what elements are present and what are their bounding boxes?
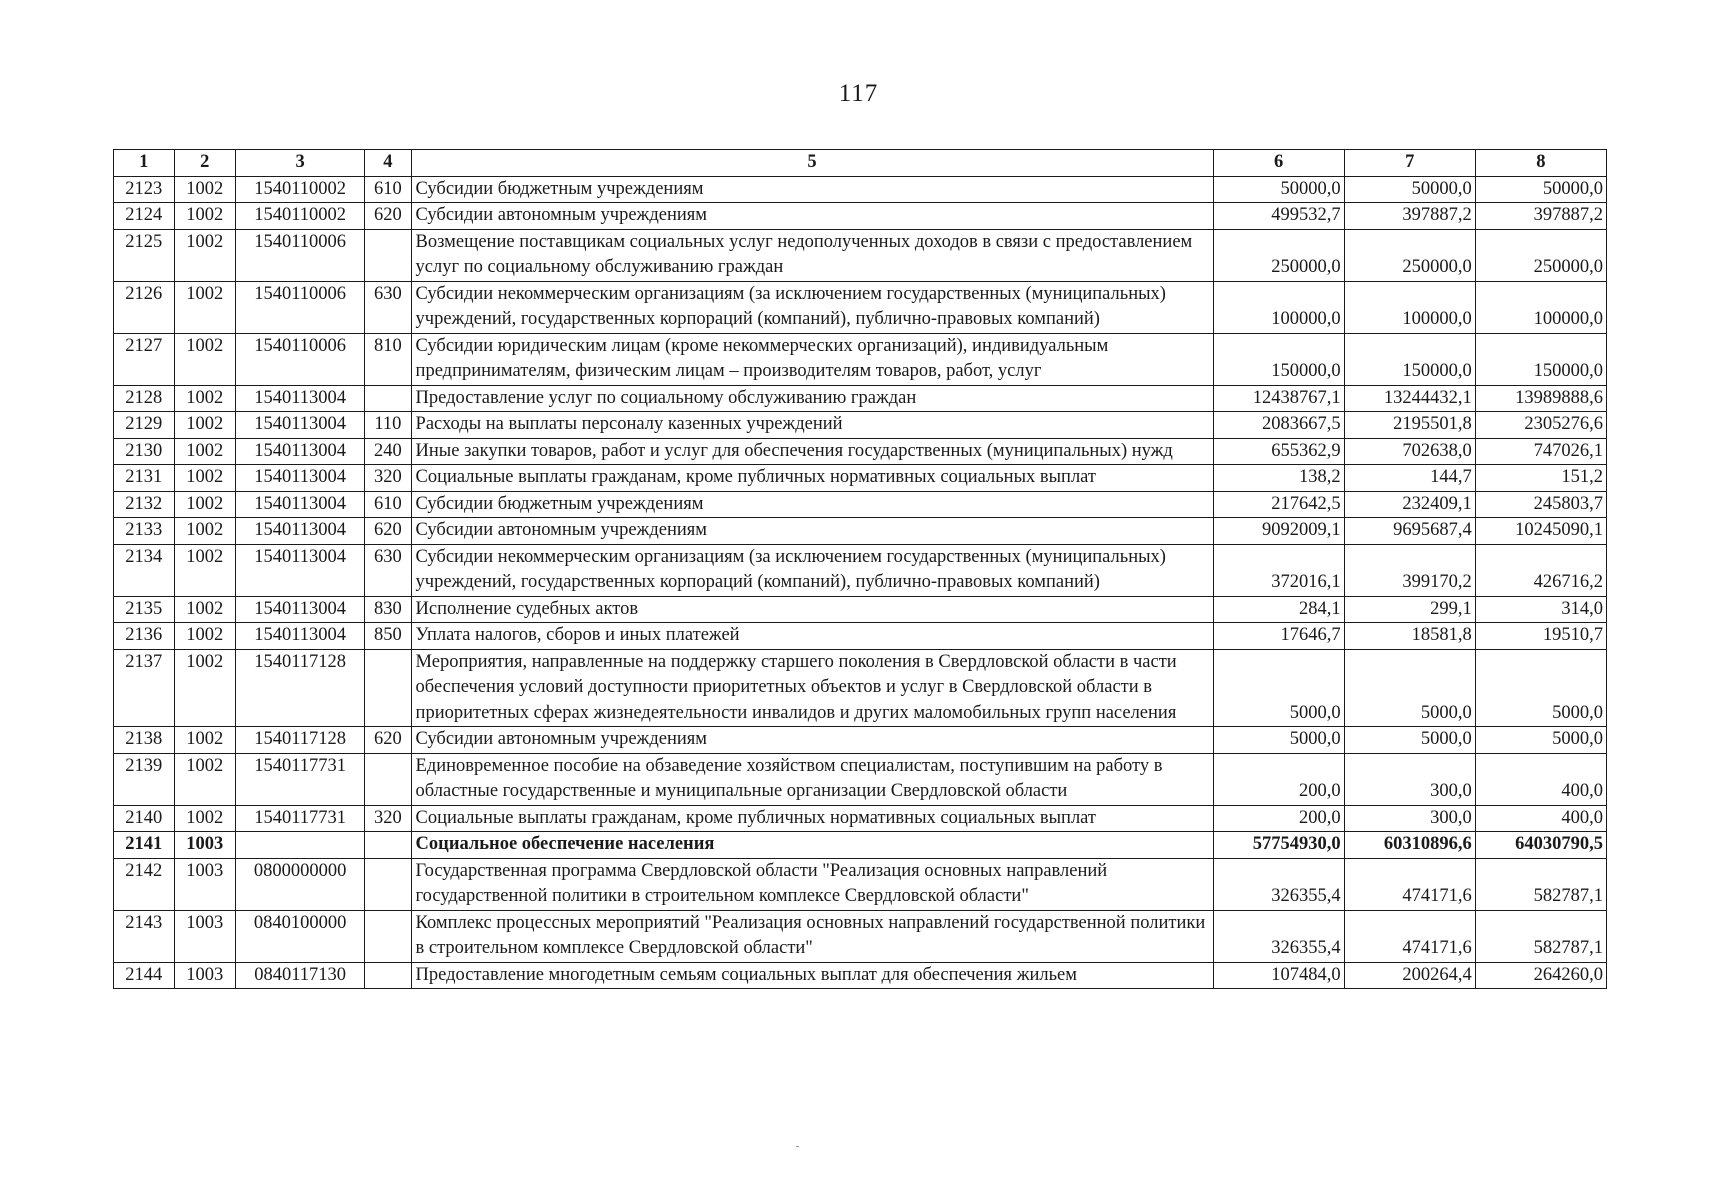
amount-year-3-cell: 426716,2	[1475, 544, 1606, 596]
amount-year-3-cell: 50000,0	[1475, 176, 1606, 203]
item-name-cell: Социальные выплаты гражданам, кроме публичных нормативных социальных выплат	[411, 465, 1213, 492]
table-row	[114, 832, 1607, 859]
target-article-cell: 1540117128	[236, 649, 365, 727]
section-code-cell: 1002	[174, 805, 236, 832]
amount-year-3-cell: 264260,0	[1475, 962, 1606, 989]
amount-year-1-cell: 57754930,0	[1213, 832, 1344, 859]
amount-year-2-cell: 13244432,1	[1344, 385, 1475, 412]
amount-year-1-cell: 12438767,1	[1213, 385, 1344, 412]
amount-year-1-cell: 100000,0	[1213, 281, 1344, 333]
amount-year-1-cell: 5000,0	[1213, 727, 1344, 754]
amount-year-1-cell: 326355,4	[1213, 910, 1344, 962]
page-number: 117	[838, 80, 879, 107]
section-code-cell: 1002	[174, 649, 236, 727]
amount-year-2-cell: 399170,2	[1344, 544, 1475, 596]
target-article-cell: 1540113004	[236, 596, 365, 623]
amount-year-2-cell: 474171,6	[1344, 858, 1475, 910]
target-article-cell: 1540110002	[236, 203, 365, 230]
section-code-cell: 1003	[174, 858, 236, 910]
row-number-cell: 2140	[114, 805, 175, 832]
amount-year-3-cell: 397887,2	[1475, 203, 1606, 230]
header-col-2: 2	[174, 150, 236, 177]
table-row	[114, 281, 1607, 333]
table-header-row	[114, 150, 1607, 177]
amount-year-3-cell: 582787,1	[1475, 858, 1606, 910]
header-col-6: 6	[1213, 150, 1344, 177]
header-col-8: 8	[1475, 150, 1606, 177]
section-code-cell: 1002	[174, 518, 236, 545]
target-article-cell: 1540113004	[236, 518, 365, 545]
row-number-cell: 2142	[114, 858, 175, 910]
amount-year-2-cell: 18581,8	[1344, 623, 1475, 650]
target-article-cell: 1540113004	[236, 623, 365, 650]
amount-year-1-cell: 17646,7	[1213, 623, 1344, 650]
amount-year-1-cell: 5000,0	[1213, 649, 1344, 727]
amount-year-2-cell: 300,0	[1344, 805, 1475, 832]
amount-year-1-cell: 250000,0	[1213, 229, 1344, 281]
table-row	[114, 385, 1607, 412]
table-row	[114, 491, 1607, 518]
amount-year-2-cell: 232409,1	[1344, 491, 1475, 518]
section-code-cell: 1002	[174, 753, 236, 805]
expense-type-cell: 610	[365, 491, 411, 518]
amount-year-3-cell: 250000,0	[1475, 229, 1606, 281]
row-number-cell: 2127	[114, 333, 175, 385]
section-code-cell: 1003	[174, 910, 236, 962]
table-row	[114, 412, 1607, 439]
expense-type-cell	[365, 229, 411, 281]
amount-year-3-cell: 2305276,6	[1475, 412, 1606, 439]
amount-year-1-cell: 217642,5	[1213, 491, 1344, 518]
header-col-7: 7	[1344, 150, 1475, 177]
row-number-cell: 2141	[114, 832, 175, 859]
item-name-cell: Субсидии бюджетным учреждениям	[411, 491, 1213, 518]
item-name-cell: Мероприятия, направленные на поддержку старшего поколения в Свердловской области в части обеспечения условий доступности приоритетных объектов и услуг в Свердловской области в приоритетных сферах жизнедеятельности инвалидов и других маломобильных групп населения	[411, 649, 1213, 727]
section-code-cell: 1002	[174, 438, 236, 465]
amount-year-3-cell: 150000,0	[1475, 333, 1606, 385]
row-number-cell: 2126	[114, 281, 175, 333]
row-number-cell: 2128	[114, 385, 175, 412]
amount-year-1-cell: 655362,9	[1213, 438, 1344, 465]
expense-type-cell: 320	[365, 805, 411, 832]
scan-mark	[796, 1146, 799, 1147]
amount-year-1-cell: 372016,1	[1213, 544, 1344, 596]
amount-year-2-cell: 150000,0	[1344, 333, 1475, 385]
item-name-cell: Комплекс процессных мероприятий "Реализация основных направлений государственной политики в строительном комплексе Свердловской области"	[411, 910, 1213, 962]
expense-type-cell	[365, 832, 411, 859]
amount-year-3-cell: 10245090,1	[1475, 518, 1606, 545]
row-number-cell: 2144	[114, 962, 175, 989]
amount-year-2-cell: 144,7	[1344, 465, 1475, 492]
expense-type-cell	[365, 649, 411, 727]
section-code-cell: 1002	[174, 412, 236, 439]
amount-year-1-cell: 200,0	[1213, 805, 1344, 832]
expense-type-cell: 620	[365, 518, 411, 545]
expense-type-cell	[365, 962, 411, 989]
row-number-cell: 2143	[114, 910, 175, 962]
expense-type-cell: 320	[365, 465, 411, 492]
amount-year-1-cell: 9092009,1	[1213, 518, 1344, 545]
target-article-cell: 1540110006	[236, 333, 365, 385]
expense-type-cell: 850	[365, 623, 411, 650]
amount-year-3-cell: 747026,1	[1475, 438, 1606, 465]
amount-year-3-cell: 100000,0	[1475, 281, 1606, 333]
amount-year-1-cell: 50000,0	[1213, 176, 1344, 203]
amount-year-2-cell: 702638,0	[1344, 438, 1475, 465]
item-name-cell: Субсидии бюджетным учреждениям	[411, 176, 1213, 203]
table-row	[114, 203, 1607, 230]
table-row	[114, 623, 1607, 650]
target-article-cell: 1540110002	[236, 176, 365, 203]
amount-year-1-cell: 2083667,5	[1213, 412, 1344, 439]
expense-type-cell: 620	[365, 203, 411, 230]
item-name-cell: Социальные выплаты гражданам, кроме публичных нормативных социальных выплат	[411, 805, 1213, 832]
item-name-cell: Уплата налогов, сборов и иных платежей	[411, 623, 1213, 650]
amount-year-3-cell: 5000,0	[1475, 649, 1606, 727]
expense-type-cell: 610	[365, 176, 411, 203]
item-name-cell: Иные закупки товаров, работ и услуг для обеспечения государственных (муниципальных) нужд	[411, 438, 1213, 465]
item-name-cell: Субсидии некоммерческим организациям (за исключением государственных (муниципальных) учреждений, государственных корпораций (компаний), публично-правовых компаний)	[411, 281, 1213, 333]
expense-type-cell: 620	[365, 727, 411, 754]
target-article-cell: 0840100000	[236, 910, 365, 962]
item-name-cell: Субсидии автономным учреждениям	[411, 203, 1213, 230]
amount-year-2-cell: 200264,4	[1344, 962, 1475, 989]
header-col-1: 1	[114, 150, 175, 177]
section-code-cell: 1002	[174, 491, 236, 518]
section-code-cell: 1002	[174, 385, 236, 412]
section-code-cell: 1002	[174, 281, 236, 333]
target-article-cell: 1540110006	[236, 281, 365, 333]
section-code-cell: 1002	[174, 465, 236, 492]
row-number-cell: 2124	[114, 203, 175, 230]
row-number-cell: 2134	[114, 544, 175, 596]
expense-type-cell: 630	[365, 544, 411, 596]
section-code-cell: 1002	[174, 203, 236, 230]
header-col-4: 4	[365, 150, 411, 177]
row-number-cell: 2133	[114, 518, 175, 545]
table-row	[114, 596, 1607, 623]
item-name-cell: Единовременное пособие на обзаведение хозяйством специалистам, поступившим на работу в областные государственные и муниципальные организации Свердловской области	[411, 753, 1213, 805]
section-code-cell: 1002	[174, 544, 236, 596]
item-name-cell: Предоставление многодетным семьям социальных выплат для обеспечения жильем	[411, 962, 1213, 989]
amount-year-3-cell: 314,0	[1475, 596, 1606, 623]
amount-year-1-cell: 150000,0	[1213, 333, 1344, 385]
amount-year-1-cell: 138,2	[1213, 465, 1344, 492]
section-code-cell: 1002	[174, 623, 236, 650]
target-article-cell: 1540113004	[236, 544, 365, 596]
amount-year-3-cell: 151,2	[1475, 465, 1606, 492]
amount-year-1-cell: 326355,4	[1213, 858, 1344, 910]
item-name-cell: Расходы на выплаты персоналу казенных учреждений	[411, 412, 1213, 439]
row-number-cell: 2125	[114, 229, 175, 281]
budget-table	[113, 149, 1607, 989]
table-body	[114, 176, 1607, 989]
amount-year-2-cell: 2195501,8	[1344, 412, 1475, 439]
section-code-cell: 1002	[174, 333, 236, 385]
item-name-cell: Субсидии некоммерческим организациям (за исключением государственных (муниципальных) учреждений, государственных корпораций (компаний), публично-правовых компаний)	[411, 544, 1213, 596]
item-name-cell: Субсидии автономным учреждениям	[411, 727, 1213, 754]
amount-year-2-cell: 474171,6	[1344, 910, 1475, 962]
table-row	[114, 962, 1607, 989]
row-number-cell: 2123	[114, 176, 175, 203]
amount-year-1-cell: 107484,0	[1213, 962, 1344, 989]
amount-year-2-cell: 100000,0	[1344, 281, 1475, 333]
target-article-cell: 1540117731	[236, 753, 365, 805]
amount-year-1-cell: 200,0	[1213, 753, 1344, 805]
item-name-cell: Исполнение судебных актов	[411, 596, 1213, 623]
target-article-cell: 1540117128	[236, 727, 365, 754]
target-article-cell: 1540113004	[236, 491, 365, 518]
row-number-cell: 2137	[114, 649, 175, 727]
amount-year-3-cell: 19510,7	[1475, 623, 1606, 650]
header-col-3: 3	[236, 150, 365, 177]
table-row	[114, 438, 1607, 465]
amount-year-3-cell: 5000,0	[1475, 727, 1606, 754]
amount-year-3-cell: 64030790,5	[1475, 832, 1606, 859]
table-row	[114, 544, 1607, 596]
amount-year-2-cell: 50000,0	[1344, 176, 1475, 203]
section-code-cell: 1002	[174, 727, 236, 754]
table-row	[114, 649, 1607, 727]
table-row	[114, 805, 1607, 832]
table-row	[114, 333, 1607, 385]
row-number-cell: 2130	[114, 438, 175, 465]
section-code-cell: 1003	[174, 832, 236, 859]
amount-year-2-cell: 60310896,6	[1344, 832, 1475, 859]
amount-year-1-cell: 284,1	[1213, 596, 1344, 623]
item-name-cell: Возмещение поставщикам социальных услуг недополученных доходов в связи с предоставлением услуг по социальному обслуживанию граждан	[411, 229, 1213, 281]
table-row	[114, 727, 1607, 754]
expense-type-cell: 240	[365, 438, 411, 465]
amount-year-3-cell: 400,0	[1475, 753, 1606, 805]
target-article-cell: 1540110006	[236, 229, 365, 281]
expense-type-cell	[365, 753, 411, 805]
item-name-cell: Субсидии юридическим лицам (кроме некоммерческих организаций), индивидуальным предпринимателям, физическим лицам – производителям товаров, работ, услуг	[411, 333, 1213, 385]
table-row	[114, 753, 1607, 805]
header-col-5: 5	[411, 150, 1213, 177]
row-number-cell: 2132	[114, 491, 175, 518]
amount-year-3-cell: 245803,7	[1475, 491, 1606, 518]
amount-year-2-cell: 9695687,4	[1344, 518, 1475, 545]
section-code-cell: 1003	[174, 962, 236, 989]
target-article-cell	[236, 832, 365, 859]
amount-year-2-cell: 5000,0	[1344, 727, 1475, 754]
row-number-cell: 2139	[114, 753, 175, 805]
item-name-cell: Субсидии автономным учреждениям	[411, 518, 1213, 545]
amount-year-2-cell: 5000,0	[1344, 649, 1475, 727]
target-article-cell: 1540113004	[236, 465, 365, 492]
expense-type-cell: 810	[365, 333, 411, 385]
amount-year-2-cell: 397887,2	[1344, 203, 1475, 230]
table-row	[114, 229, 1607, 281]
row-number-cell: 2136	[114, 623, 175, 650]
amount-year-2-cell: 300,0	[1344, 753, 1475, 805]
amount-year-1-cell: 499532,7	[1213, 203, 1344, 230]
item-name-cell: Государственная программа Свердловской области "Реализация основных направлений государственной политики в строительном комплексе Свердловской области"	[411, 858, 1213, 910]
amount-year-3-cell: 13989888,6	[1475, 385, 1606, 412]
expense-type-cell	[365, 858, 411, 910]
section-code-cell: 1002	[174, 229, 236, 281]
table-row	[114, 465, 1607, 492]
item-name-cell: Социальное обеспечение населения	[411, 832, 1213, 859]
table-row	[114, 176, 1607, 203]
amount-year-3-cell: 582787,1	[1475, 910, 1606, 962]
target-article-cell: 0840117130	[236, 962, 365, 989]
row-number-cell: 2135	[114, 596, 175, 623]
section-code-cell: 1002	[174, 596, 236, 623]
row-number-cell: 2138	[114, 727, 175, 754]
expense-type-cell	[365, 910, 411, 962]
table-row	[114, 910, 1607, 962]
expense-type-cell: 830	[365, 596, 411, 623]
table-row	[114, 858, 1607, 910]
row-number-cell: 2129	[114, 412, 175, 439]
target-article-cell: 1540113004	[236, 385, 365, 412]
amount-year-2-cell: 299,1	[1344, 596, 1475, 623]
expense-type-cell	[365, 385, 411, 412]
amount-year-2-cell: 250000,0	[1344, 229, 1475, 281]
row-number-cell: 2131	[114, 465, 175, 492]
target-article-cell: 1540113004	[236, 412, 365, 439]
table-row	[114, 518, 1607, 545]
expense-type-cell: 630	[365, 281, 411, 333]
amount-year-3-cell: 400,0	[1475, 805, 1606, 832]
target-article-cell: 1540117731	[236, 805, 365, 832]
expense-type-cell: 110	[365, 412, 411, 439]
target-article-cell: 1540113004	[236, 438, 365, 465]
target-article-cell: 0800000000	[236, 858, 365, 910]
section-code-cell: 1002	[174, 176, 236, 203]
item-name-cell: Предоставление услуг по социальному обслуживанию граждан	[411, 385, 1213, 412]
